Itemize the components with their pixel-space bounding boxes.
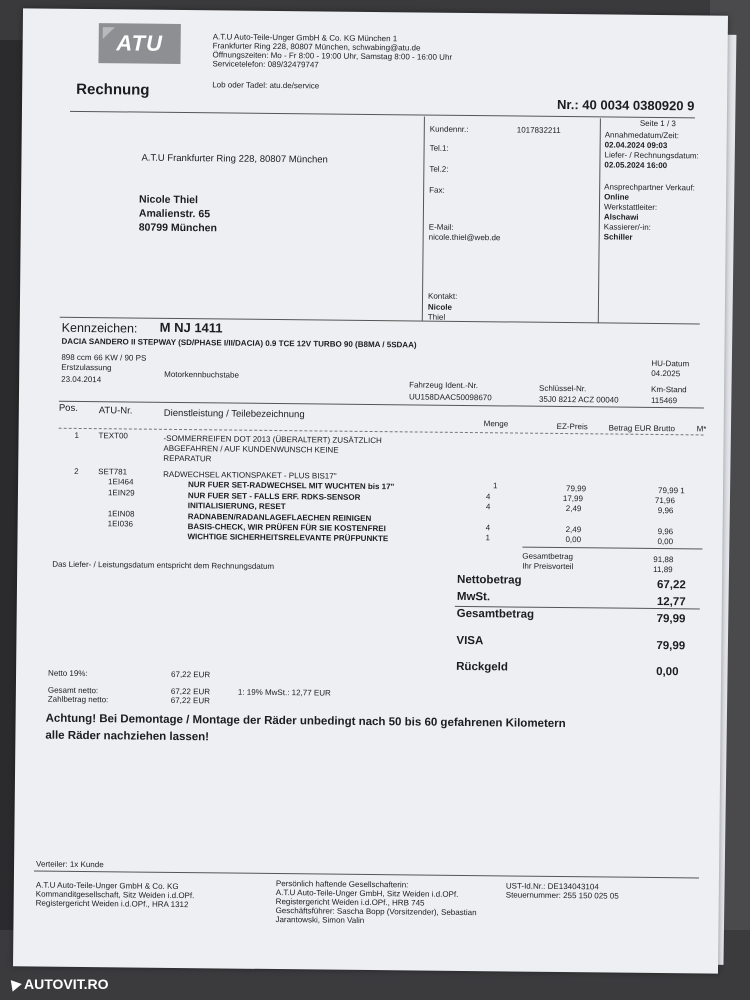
autovit-watermark xyxy=(8,976,109,992)
kontakt-last: Thiel xyxy=(427,312,446,322)
footer-mid-1: Persönlich haftende Gesellschafterin: xyxy=(275,879,409,890)
row-desc: -SOMMERREIFEN DOT 2013 (ÜBERALTERT) ZUSÄTZLICH xyxy=(163,433,382,446)
feedback-line: Lob oder Tadel: atu.de/service xyxy=(212,80,320,91)
vorteil-label: Ihr Preisvorteil xyxy=(522,561,574,572)
gesamt-value: 91,88 xyxy=(653,554,674,565)
email-value: nicole.thiel@web.de xyxy=(428,232,501,243)
row-pos: 2 xyxy=(74,466,79,476)
liefer-label: Liefer- / Rechnungsdatum: xyxy=(604,150,699,161)
mwst-note: 1: 19% MwSt.: 12,77 EUR xyxy=(237,687,331,698)
row-desc: NUR FUER SET - FALLS ERF. RDKS-SENSOR xyxy=(187,491,361,502)
gesamtbetrag-label: Gesamtbetrag xyxy=(456,607,535,621)
sums-divider xyxy=(522,547,702,550)
row-ez: 2,49 xyxy=(565,525,582,535)
row-atu: TEXT00 xyxy=(98,431,128,441)
row-betrag: 0,00 xyxy=(657,537,674,547)
header-atu-nr: ATU-Nr. xyxy=(98,405,133,417)
netto-label: Nettobetrag xyxy=(457,573,522,587)
hu-label: HU-Datum xyxy=(651,358,690,369)
fin-label: Fahrzeug Ident.-Nr. xyxy=(409,380,479,391)
ansprech-label: Ansprechpartner Verkauf: xyxy=(604,182,695,193)
footer-mid-5: Jarantowski, Simon Valin xyxy=(275,915,365,925)
row-menge: 4 xyxy=(485,492,491,502)
gesamtbetrag-value: 79,99 xyxy=(656,613,686,626)
rueckgeld-value: 0,00 xyxy=(656,666,679,679)
footer-mid-4: Geschäftsführer: Sascha Bopp (Vorsitzender), Sebastian xyxy=(275,906,477,918)
row-atu: 1EIN08 xyxy=(107,509,135,519)
contact-column-border xyxy=(422,117,425,322)
liefer-value: 02.05.2024 16:00 xyxy=(604,160,668,171)
footer-left-2: Kommanditgesellschaft, Sitz Weiden i.d.OPf. xyxy=(35,889,195,901)
logo-text: ATU xyxy=(116,30,164,56)
sender-line: A.T.U Frankfurter Ring 228, 80807 München xyxy=(141,152,328,166)
email-label: E-Mail: xyxy=(428,222,454,232)
gesamt-label: Gesamtbetrag xyxy=(522,551,574,562)
row-menge: 4 xyxy=(485,523,491,533)
row-desc: RADWECHSEL AKTIONSPAKET - PLUS BIS17" xyxy=(163,469,337,481)
row-atu: 1EI464 xyxy=(108,477,134,487)
gesamt-netto-value: 67,22 EUR xyxy=(170,686,211,697)
fax-label: Fax: xyxy=(429,185,445,195)
header-description: Dienstleistung / Teilebezeichnung xyxy=(163,407,305,421)
row-menge: 1 xyxy=(485,533,491,543)
row-desc: RADNABEN/RADANLAGEFLAECHEN REINIGEN xyxy=(187,512,372,524)
header-betrag: Betrag EUR Brutto xyxy=(608,423,675,434)
netto19-label: Netto 19%: xyxy=(48,668,88,679)
mwst-value: 12,77 xyxy=(656,596,686,609)
autovit-text: AUTOVIT.RO xyxy=(24,976,109,992)
footer-mid-3: Registergericht Weiden i.d.OPf., HRB 745 xyxy=(275,897,425,908)
motor-label: Motorkennbuchstabe xyxy=(164,369,239,380)
row-betrag: 71,96 xyxy=(654,495,675,506)
footer-right-1: UST-Id.Nr.: DE134043104 xyxy=(505,881,599,892)
netto-value: 67,22 xyxy=(656,579,686,592)
verteiler: Verteiler: 1x Kunde xyxy=(36,859,104,870)
vorteil-value: 11,89 xyxy=(653,564,673,575)
kontakt-first: Nicole xyxy=(427,302,452,312)
row-ez: 2,49 xyxy=(565,504,582,514)
footer-mid-2: A.T.U Auto-Teile-Unger GmbH, Sitz Weiden i.d.OPf. xyxy=(275,888,459,899)
autovit-logo-icon xyxy=(6,976,22,991)
dates-column-border xyxy=(598,118,601,323)
customer-name: Nicole Thiel xyxy=(138,193,199,207)
gesamt-netto-label: Gesamt netto: xyxy=(47,685,99,696)
fin-value: UU158DAAC50098670 xyxy=(408,392,492,403)
warning-line-1: Achtung! Bei Demontage / Montage der Räder unbedingt nach 50 bis 60 gefahrenen Kilometern xyxy=(45,712,566,731)
footer-divider xyxy=(34,870,699,878)
customer-street: Amalienstr. 65 xyxy=(138,207,211,221)
tel2-label: Tel.2: xyxy=(429,164,449,174)
row-betrag: 79,99 1 xyxy=(657,486,685,496)
kennzeichen-label: Kennzeichen: xyxy=(61,320,138,336)
row-ez: 0,00 xyxy=(565,535,582,545)
annahme-value: 02.04.2024 09:03 xyxy=(604,140,668,151)
header-menge: Menge xyxy=(483,419,509,429)
vehicle-divider-top xyxy=(60,317,700,325)
table-header-divider xyxy=(59,428,704,436)
km-label: Km-Stand xyxy=(651,384,687,395)
werkstatt-label: Werkstattleiter: xyxy=(603,202,658,212)
kassierer-label: Kassierer/-in: xyxy=(603,222,651,232)
kennzeichen-value: M NJ 1411 xyxy=(159,319,223,336)
header-m: M* xyxy=(696,424,707,434)
row-atu: SET781 xyxy=(98,467,128,477)
row-betrag: 9,96 xyxy=(657,527,674,537)
row-atu: 1EIN29 xyxy=(107,488,135,498)
invoice-sheet xyxy=(13,8,728,973)
footer-left-3: Registergericht Weiden i.d.OPf., HRA 1312 xyxy=(35,898,189,910)
key-value: 35J0 8212 ACZ 00040 xyxy=(538,394,619,405)
rueckgeld-label: Rückgeld xyxy=(456,660,508,674)
header-ez-preis: EZ-Preis xyxy=(556,421,588,432)
company-line-2: Frankfurter Ring 228, 80807 München, schwabing@atu.de xyxy=(212,41,421,53)
werkstatt-value: Alschawi xyxy=(603,212,639,222)
kundennr-label: Kundennr.: xyxy=(429,124,469,135)
invoice-number: Nr.: 40 0034 0380920 9 xyxy=(556,96,695,114)
row-desc: WICHTIGE SICHERHEITSRELEVANTE PRÜFPUNKTE xyxy=(187,532,389,544)
row-ez: 17,99 xyxy=(562,494,584,504)
footer-left-1: A.T.U Auto-Teile-Unger GmbH & Co. KG xyxy=(35,880,179,892)
visa-label: VISA xyxy=(456,634,484,648)
kassierer-value: Schiller xyxy=(603,232,633,242)
zahlbetrag-label: Zahlbetrag netto: xyxy=(47,694,109,705)
row-atu: 1EI036 xyxy=(107,519,134,529)
ez-label: Erstzulassung xyxy=(61,362,112,373)
annahme-label: Annahmedatum/Zeit: xyxy=(604,130,680,141)
visa-value: 79,99 xyxy=(656,640,686,653)
mwst-label: MwSt. xyxy=(456,590,491,604)
row-desc: ABGEFAHREN / AUF KUNDENWUNSCH KEINE xyxy=(163,443,339,455)
row-desc: INITIALISIERUNG, RESET xyxy=(187,501,286,512)
hu-value: 04.2025 xyxy=(651,368,681,379)
company-line-3: Öffnungszeiten: Mo - Fr 8:00 - 19:00 Uhr, Samstag 8:00 - 16:00 Uhr xyxy=(212,50,453,62)
row-desc: BASIS-CHECK, WIR PRÜFEN FÜR SIE KOSTENFREI xyxy=(187,522,386,534)
footer-right-2: Steuernummer: 255 150 025 05 xyxy=(505,890,619,901)
company-line-4: Servicetelefon: 089/32479747 xyxy=(212,59,319,70)
atu-logo xyxy=(98,23,180,64)
netto19-value: 67,22 EUR xyxy=(171,669,211,680)
row-menge: 1 xyxy=(493,481,498,491)
warning-line-2: alle Räder nachziehen lassen! xyxy=(45,729,210,744)
ez-value: 23.04.2014 xyxy=(61,374,102,385)
row-desc: NUR FUER SET-RADWECHSEL MIT WUCHTEN bis 17" xyxy=(188,480,395,492)
customer-city: 80799 München xyxy=(138,221,218,235)
ansprech-value: Online xyxy=(604,192,630,202)
row-ez: 79,99 xyxy=(565,484,587,494)
kontakt-label: Kontakt: xyxy=(427,291,458,301)
vehicle-engine: 898 ccm 66 KW / 90 PS xyxy=(61,352,147,363)
row-menge: 4 xyxy=(485,502,491,512)
header-pos: Pos. xyxy=(58,402,78,414)
vehicle-model: DACIA SANDERO II STEPWAY (SD/PHASE I/II/DACIA) 0.9 TCE 12V TURBO 90 (B8MA / 5SDAA) xyxy=(61,336,417,350)
km-value: 115469 xyxy=(650,395,678,406)
zahlbetrag-value: 67,22 EUR xyxy=(170,695,210,706)
page-indicator: Seite 1 / 3 xyxy=(639,118,676,129)
kundennr-value: 1017832211 xyxy=(516,125,561,135)
tel1-label: Tel.1: xyxy=(429,143,449,153)
document-title: Rechnung xyxy=(76,80,150,99)
row-pos: 1 xyxy=(74,430,80,440)
key-label: Schlüssel-Nr. xyxy=(539,383,587,394)
delivery-note: Das Liefer- / Leistungsdatum entspricht dem Rechnungsdatum xyxy=(52,559,275,571)
row-betrag: 9,96 xyxy=(657,506,674,516)
row-desc: REPARATUR xyxy=(163,453,212,464)
company-line-1: A.T.U Auto-Teile-Unger GmbH & Co. KG München 1 xyxy=(212,32,398,44)
